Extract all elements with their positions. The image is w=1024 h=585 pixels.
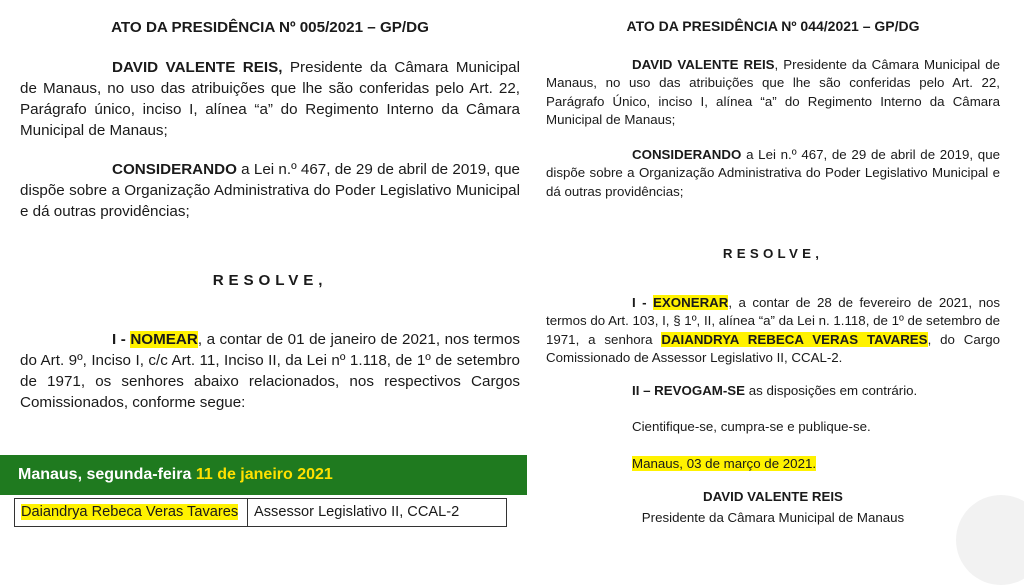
right-item1-verb: EXONERAR [653, 294, 729, 310]
signer-name: DAVID VALENTE REIS [703, 489, 843, 504]
right-act [546, 0, 1000, 527]
left-act [20, 0, 520, 413]
right-item1-number: I - [632, 294, 654, 310]
table-row [15, 499, 507, 527]
right-act-considerando [546, 146, 1000, 202]
publication-date-banner [0, 455, 527, 495]
right-act-closing: Cientifique-se, cumpra-se e publique-se. [632, 419, 871, 434]
left-act-title: ATO DA PRESIDÊNCIA Nº 005/2021 – GP/DG [111, 19, 429, 36]
right-act-item-2 [546, 382, 1000, 401]
right-considerando-text: a Lei n.º 467, de 29 de abril de 2019, que dispõe sobre a Organização Administrativa do Poder Legislativo Municipal e dá outras providências; [546, 146, 1000, 199]
left-act-preamble [20, 57, 520, 141]
left-preamble-name: DAVID VALENTE REIS, [112, 59, 283, 76]
left-item1-verb: NOMEAR [130, 331, 198, 348]
appointee-role-cell: Assessor Legislativo II, CCAL-2 [248, 499, 507, 527]
left-item1-text: , a contar de 01 de janeiro de 2021, nos termos do Art. 9º, Inciso I, c/c Art. 11, Inciso II, da Lei nº 1.118, de 1º de setembro de 1971, os senhores abaixo relacionados, nos respectivos Cargos Comissionados, conforme segue: [20, 331, 520, 411]
right-item2-text: as disposições em contrário. [745, 382, 918, 398]
right-act-item-1 [546, 294, 1000, 368]
left-act-item-1 [20, 329, 520, 413]
right-preamble-name: DAVID VALENTE REIS [632, 56, 775, 72]
banner-date: 11 de janeiro 2021 [195, 466, 333, 483]
right-date: Manaus, 03 de março de 2021. [632, 455, 817, 471]
left-item1-number: I - [112, 331, 131, 348]
left-resolve-heading: RESOLVE, [212, 272, 328, 289]
signer-role: Presidente da Câmara Municipal de Manaus [641, 509, 905, 525]
appointee-name: Daiandrya Rebeca Veras Tavares [21, 504, 239, 520]
right-resolve-heading: RESOLVE, [722, 246, 824, 261]
left-act-considerando [20, 159, 520, 222]
banner-prefix: Manaus, segunda-feira [18, 466, 196, 483]
right-act-date-line [546, 455, 1000, 474]
right-item1-text-b: , do Cargo Comissionado de Assessor Legislativo II, CCAL-2. [546, 331, 1000, 365]
right-act-title: ATO DA PRESIDÊNCIA Nº 044/2021 – GP/DG [626, 18, 920, 34]
right-act-preamble [546, 56, 1000, 130]
right-item1-person: DAIANDRYA REBECA VERAS TAVARES [661, 331, 928, 347]
appointee-table [14, 498, 507, 527]
right-preamble-text: , Presidente da Câmara Municipal de Manaus, no uso das atribuições que lhe são conferidas pelo Art. 22, Parágrafo Único, inciso I, alínea “a” do Regimento Interno da Câmara Municipal de Manaus; [546, 56, 1000, 127]
left-considerando-text: a Lei n.º 467, de 29 de abril de 2019, que dispõe sobre a Organização Administrativa do Poder Legislativo Municipal e dá outras providências; [20, 161, 520, 220]
right-item1-text-a: , a contar de 28 de fevereiro de 2021, nos termos do Art. 103, I, § 1º, II, alínea “a” da Lei n. 1.118, de 1º de setembro de 1971, a senhora [546, 294, 1001, 347]
left-preamble-text: Presidente da Câmara Municipal de Manaus, no uso das atribuições que lhe são conferidas pelo Art. 22, Parágrafo único, inciso I, alínea “a” do Regimento Interno da Câmara Municipal de Manaus; [20, 59, 520, 139]
appointee-name-cell [15, 499, 248, 527]
right-item2-lead: II – REVOGAM-SE [632, 382, 746, 398]
right-considerando-lead: CONSIDERANDO [632, 146, 742, 162]
left-considerando-lead: CONSIDERANDO [112, 161, 237, 178]
